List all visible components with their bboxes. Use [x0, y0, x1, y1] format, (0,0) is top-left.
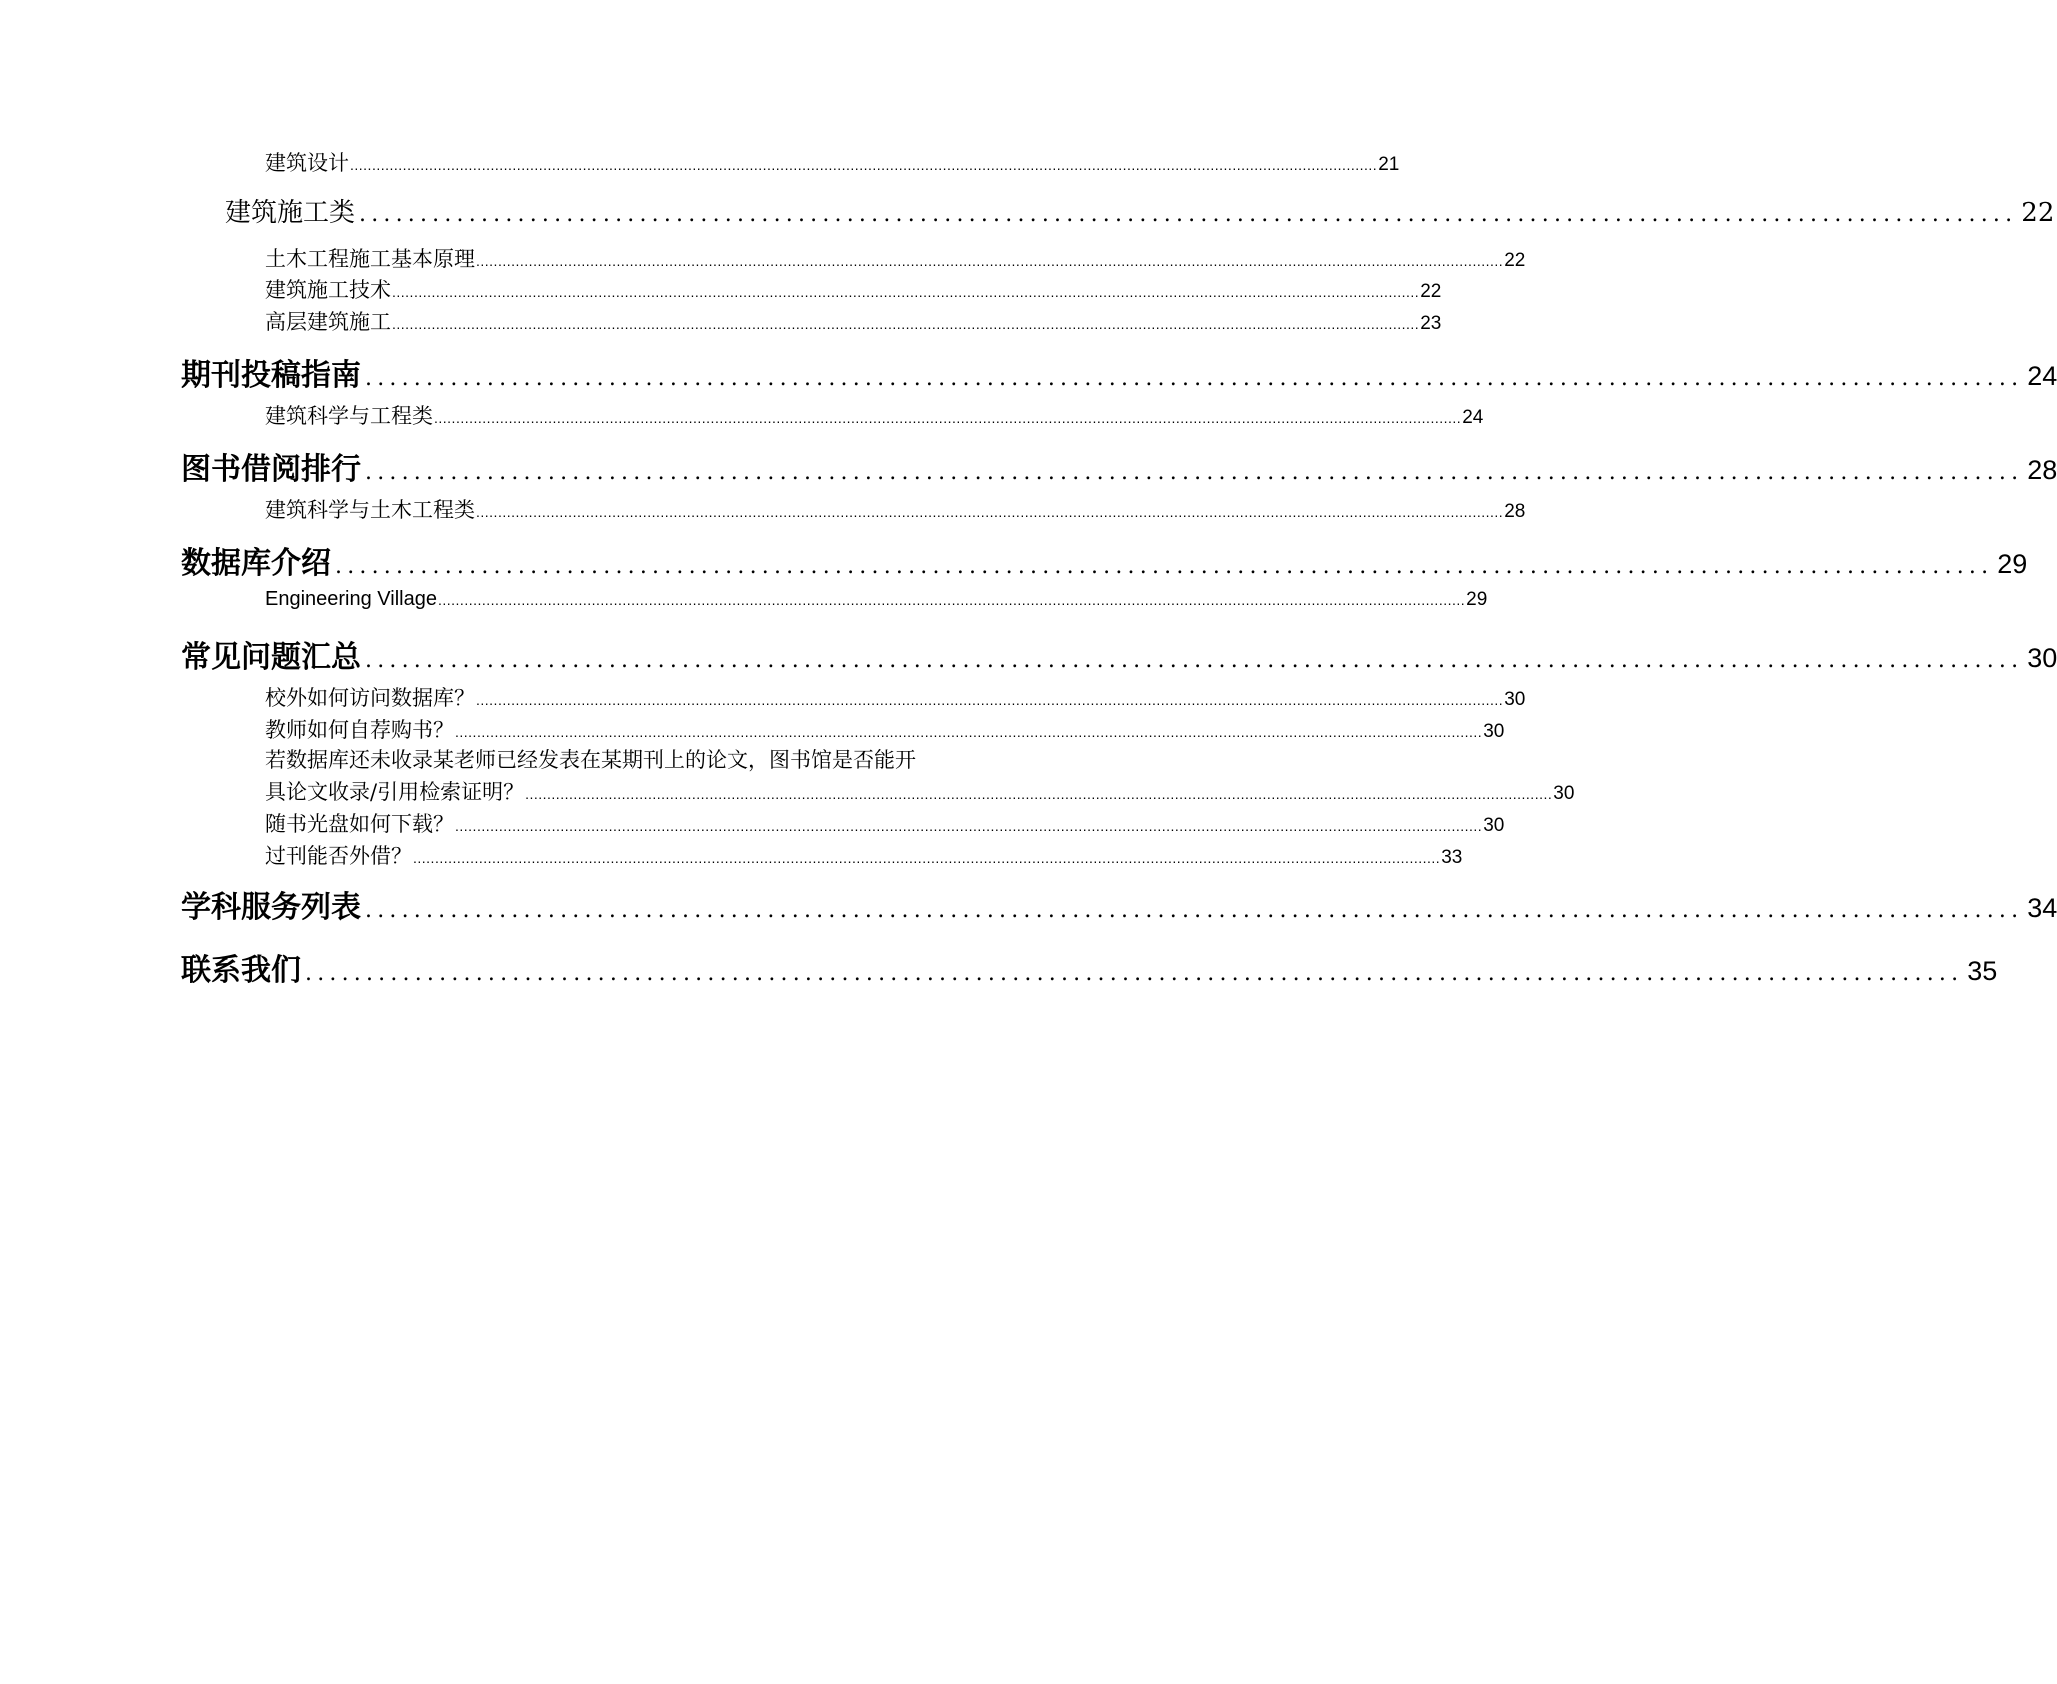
- toc-entry-label: 联系我们: [181, 953, 301, 988]
- toc-entry-citation-certificate[interactable]: [265, 776, 1575, 806]
- toc-entry-page: 24: [2027, 361, 2057, 391]
- dot-leader: ..........................................................................................................................................................................................................................................: [476, 504, 1504, 520]
- toc-entry-architecture-engineering[interactable]: [265, 400, 1484, 430]
- dot-leader: ........................................................................................................................................: [365, 460, 2024, 485]
- toc-entry-page: 28: [1504, 501, 1526, 522]
- toc-entry-page: 24: [1462, 407, 1484, 428]
- toc-entry-label: 高层建筑施工: [265, 310, 391, 334]
- dot-leader: ..........................................................................................................................................................................................................................................: [350, 157, 1378, 173]
- toc-entry-label: 校外如何访问数据库？: [265, 686, 475, 710]
- toc-entry-page: 33: [1441, 847, 1463, 868]
- toc-chapter-database-intro[interactable]: [181, 538, 2028, 582]
- dot-leader: ........................................................................................................................................: [359, 202, 2018, 227]
- toc-entry-page: 22: [2021, 198, 2055, 228]
- toc-entry-page: 30: [1483, 721, 1505, 742]
- toc-chapter-subject-services[interactable]: [181, 882, 2057, 926]
- toc-entry-label: 数据库介绍: [181, 546, 331, 581]
- toc-entry-page: 28: [2027, 455, 2057, 485]
- toc-entry-page: 29: [1466, 589, 1488, 610]
- toc-entry-page: 30: [1483, 815, 1505, 836]
- toc-entry-label: 具论文收录/引用检索证明？: [265, 780, 525, 804]
- toc-entry-architectural-design[interactable]: [265, 147, 1400, 177]
- toc-chapter-contact-us[interactable]: [181, 945, 1998, 989]
- dot-leader: ........................................................................................................................................: [305, 961, 1964, 986]
- toc-entry-back-issues-lending[interactable]: [265, 840, 1463, 870]
- toc-chapter-borrowing-ranking[interactable]: [181, 444, 2057, 488]
- dot-leader: ........................................................................................................................................: [365, 898, 2024, 923]
- toc-entry-citation-certificate-line1[interactable]: 若数据库还未收录某老师已经发表在某期刊上的论文，图书馆是否能开: [265, 748, 916, 772]
- toc-entry-page: 22: [1420, 281, 1442, 302]
- dot-leader: ..........................................................................................................................................................................................................................................: [437, 592, 1466, 608]
- toc-entry-page: 29: [1997, 549, 2028, 579]
- toc-entry-label: 建筑设计: [265, 151, 349, 175]
- toc-entry-label: 图书借阅排行: [181, 452, 361, 487]
- toc-entry-label: Engineering Village: [265, 588, 437, 610]
- toc-chapter-faq[interactable]: [181, 632, 2057, 676]
- toc-entry-page: 22: [1504, 250, 1526, 271]
- toc-entry-page: 30: [2027, 643, 2057, 673]
- toc-entry-label: 土木工程施工基本原理: [265, 247, 475, 271]
- toc-entry-page: 30: [1504, 689, 1526, 710]
- toc-entry-high-rise-construction[interactable]: [265, 306, 1442, 336]
- toc-entry-label: 教师如何自荐购书？: [265, 718, 454, 742]
- dot-leader: ..........................................................................................................................................................................................................................................: [525, 786, 1553, 802]
- dot-leader: ..........................................................................................................................................................................................................................................: [392, 316, 1420, 332]
- dot-leader: ........................................................................................................................................: [365, 648, 2024, 673]
- toc-entry-teacher-book-recommendation[interactable]: [265, 714, 1505, 744]
- toc-chapter-journal-submission[interactable]: [181, 350, 2057, 394]
- toc-entry-engineering-village[interactable]: [265, 588, 1488, 611]
- toc-entry-label: 期刊投稿指南: [181, 358, 361, 393]
- toc-entry-civil-construction-principles[interactable]: [265, 243, 1526, 273]
- toc-entry-page: 34: [2027, 893, 2057, 923]
- dot-leader: ..........................................................................................................................................................................................................................................: [455, 724, 1483, 740]
- toc-entry-label: 建筑施工技术: [265, 278, 391, 302]
- toc-entry-label: 常见问题汇总: [181, 640, 361, 675]
- toc-entry-page: 23: [1420, 313, 1442, 334]
- dot-leader: ..........................................................................................................................................................................................................................................: [476, 692, 1504, 708]
- toc-entry-cd-download[interactable]: [265, 808, 1505, 838]
- dot-leader: ..........................................................................................................................................................................................................................................: [434, 410, 1462, 426]
- toc-section-construction[interactable]: [225, 192, 2055, 229]
- toc-entry-label: 学科服务列表: [181, 890, 361, 925]
- dot-leader: ........................................................................................................................................: [365, 366, 2024, 391]
- toc-entry-construction-technology[interactable]: [265, 274, 1442, 304]
- toc-entry-label: 随书光盘如何下载？: [265, 812, 454, 836]
- toc-entry-offcampus-access[interactable]: [265, 682, 1526, 712]
- dot-leader: ..........................................................................................................................................................................................................................................: [455, 818, 1483, 834]
- toc-entry-page: 21: [1378, 154, 1400, 175]
- dot-leader: ........................................................................................................................................: [335, 554, 1994, 579]
- toc-entry-label: 建筑科学与土木工程类: [265, 498, 475, 522]
- toc-entry-page: 30: [1553, 783, 1575, 804]
- toc-entry-architecture-civil[interactable]: [265, 494, 1526, 524]
- dot-leader: ..........................................................................................................................................................................................................................................: [392, 284, 1420, 300]
- toc-entry-page: 35: [1967, 956, 1998, 986]
- dot-leader: ..........................................................................................................................................................................................................................................: [476, 253, 1504, 269]
- toc-entry-label: 建筑科学与工程类: [265, 404, 433, 428]
- dot-leader: ..........................................................................................................................................................................................................................................: [413, 850, 1441, 866]
- toc-entry-label: 建筑施工类: [225, 198, 356, 228]
- toc-entry-label: 过刊能否外借？: [265, 844, 412, 868]
